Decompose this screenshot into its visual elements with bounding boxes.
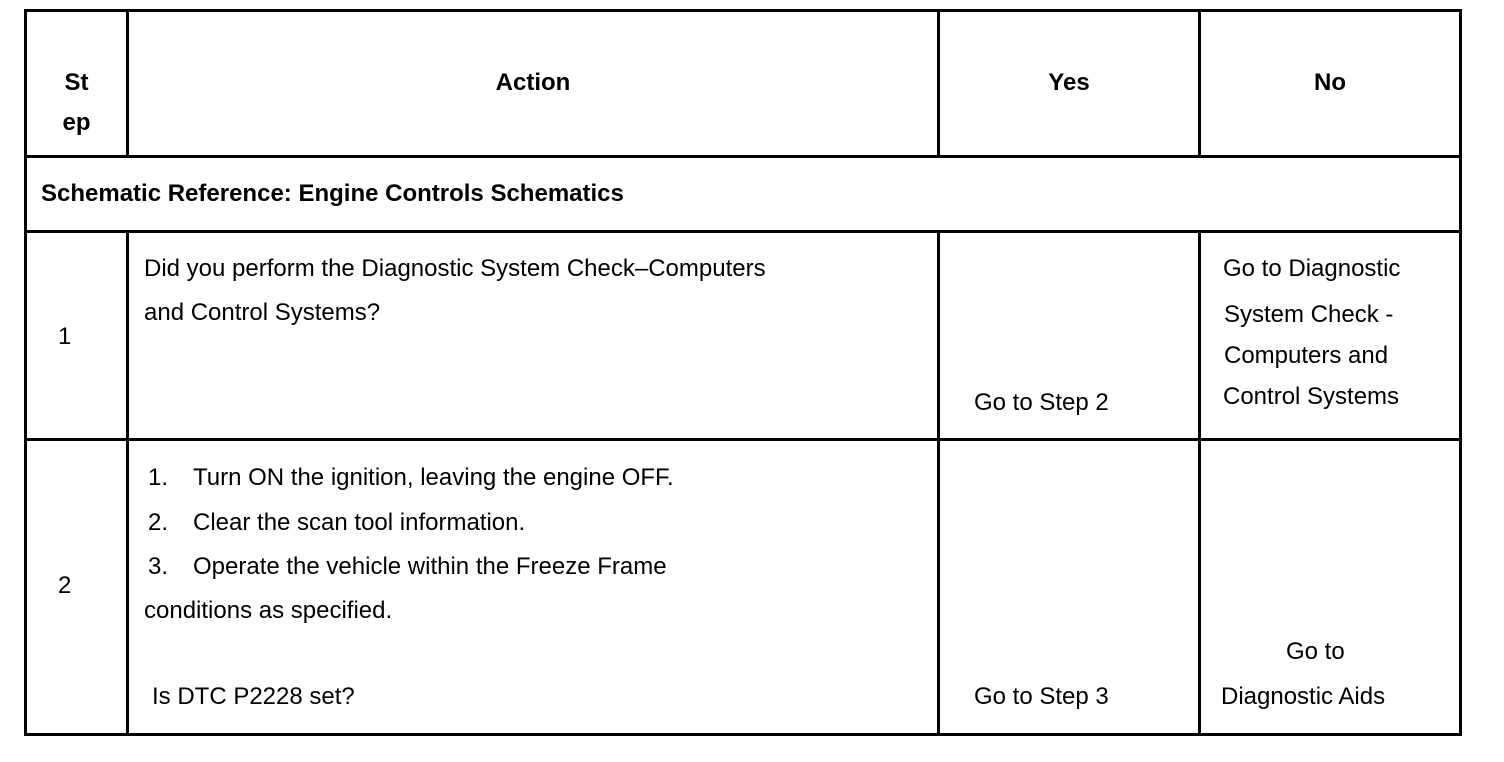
col-divider-action-rows bbox=[937, 230, 940, 736]
row2-item2-text: Clear the scan tool information. bbox=[193, 509, 526, 536]
row2-item3-number: 3. bbox=[148, 553, 169, 580]
row1-no-line1: Go to Diagnostic bbox=[1223, 255, 1401, 282]
row2-no-line1: Go to bbox=[1286, 638, 1345, 665]
row1-action-line2: and Control Systems? bbox=[144, 299, 381, 326]
col-divider-step-rows bbox=[126, 230, 129, 736]
header-divider bbox=[24, 155, 1462, 158]
header-step-line2: ep bbox=[62, 109, 91, 136]
row2-yes: Go to Step 3 bbox=[974, 683, 1109, 710]
diagnostic-table bbox=[24, 9, 1462, 736]
row1-divider bbox=[24, 438, 1462, 441]
row2-item3-continuation: conditions as specified. bbox=[144, 597, 393, 624]
table-border-bottom bbox=[24, 733, 1462, 736]
header-no: No bbox=[1314, 69, 1346, 96]
row2-item1-text: Turn ON the ignition, leaving the engine OFF. bbox=[193, 464, 674, 491]
row1-no-line4: Control Systems bbox=[1223, 383, 1400, 410]
row1-yes: Go to Step 2 bbox=[974, 389, 1109, 416]
reference-divider bbox=[24, 230, 1462, 233]
col-divider-yes-rows bbox=[1198, 230, 1201, 736]
row2-no-line2: Diagnostic Aids bbox=[1221, 683, 1386, 710]
row2-question: Is DTC P2228 set? bbox=[152, 683, 355, 710]
table-border-right bbox=[1459, 9, 1462, 736]
header-action: Action bbox=[495, 69, 571, 96]
row1-action-line1: Did you perform the Diagnostic System Check–Computers bbox=[144, 255, 766, 282]
header-step-line1: St bbox=[64, 69, 89, 96]
schematic-reference: Schematic Reference: Engine Controls Schematics bbox=[41, 180, 624, 207]
row2-item1-number: 1. bbox=[148, 464, 169, 491]
row1-step: 1 bbox=[58, 323, 72, 350]
table-border-top bbox=[24, 9, 1462, 12]
row1-no-line2: System Check - bbox=[1224, 301, 1394, 328]
row2-item2-number: 2. bbox=[148, 509, 169, 536]
row2-step: 2 bbox=[58, 572, 72, 599]
header-yes: Yes bbox=[1048, 69, 1090, 96]
row1-no-line3: Computers and bbox=[1224, 342, 1389, 369]
row2-item3-text: Operate the vehicle within the Freeze Frame bbox=[193, 553, 667, 580]
